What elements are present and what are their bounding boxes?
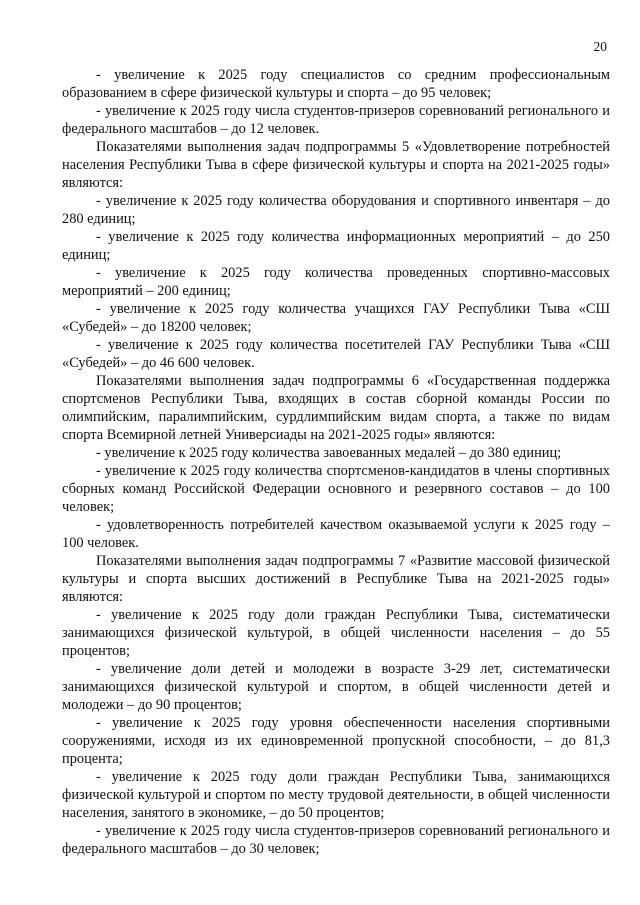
paragraph: - увеличение к 2025 году числа студентов-призеров соревнований регионального и федерального масштабов – до 12 человек. bbox=[62, 103, 610, 137]
paragraph: - увеличение к 2025 году уровня обеспеченности населения спортивными сооружениями, исходя из их единовременной пропускной способности, – до 81,3 процента; bbox=[62, 715, 610, 767]
paragraph: - увеличение к 2025 году количества завоеванных медалей – до 380 единиц; bbox=[96, 445, 562, 461]
paragraph: - увеличение к 2025 году количества посетителей ГАУ Республики Тыва «СШ «Субедей» – до 46 600 человек. bbox=[62, 337, 610, 371]
paragraph: - увеличение к 2025 году доли граждан Республики Тыва, систематически занимающихся физической культурой, в общей численности населения – до 55 процентов; bbox=[62, 607, 610, 659]
paragraph: - увеличение к 2025 году количества учащихся ГАУ Республики Тыва «СШ «Субедей» – до 18200 человек; bbox=[62, 301, 610, 335]
paragraph: - увеличение доли детей и молодежи в возрасте 3-29 лет, систематически занимающихся физической культурой и спортом, в общей численности детей и молодежи – до 90 процентов; bbox=[62, 661, 610, 713]
paragraph: - увеличение к 2025 году специалистов со средним профессиональным образованием в сфере физической культуры и спорта – до 95 человек; bbox=[62, 67, 610, 101]
paragraph: - увеличение к 2025 году количества информационных мероприятий – до 250 единиц; bbox=[62, 229, 610, 263]
page-number: 20 bbox=[593, 39, 607, 54]
paragraph: Показателями выполнения задач подпрограммы 5 «Удовлетворение потребностей населения Республики Тыва в сфере физической культуры и спорта на 2021-2025 годы» являются: bbox=[62, 139, 610, 191]
paragraph: Показателями выполнения задач подпрограммы 6 «Государственная поддержка спортсменов Республики Тыва, входящих в состав сборной команды России по олимпийским, паралимпийским, сурдлимпийским видам спорта, а также по видам спорта Всемирной летней Универсиады на 2021-2025 годы» являются: bbox=[62, 373, 610, 443]
paragraph: - увеличение к 2025 году доли граждан Республики Тыва, занимающихся физической культурой и спортом по месту трудовой деятельности, в общей численности населения, занятого в экономике, – до 50 процентов; bbox=[62, 769, 610, 821]
paragraph: - увеличение к 2025 году числа студентов-призеров соревнований регионального и федерального масштабов – до 30 человек; bbox=[62, 823, 610, 857]
paragraph: - увеличение к 2025 году количества спортсменов-кандидатов в члены спортивных сборных команд Российской Федерации основного и резервного составов – до 100 человек; bbox=[62, 463, 610, 515]
paragraph: Показателями выполнения задач подпрограммы 7 «Развитие массовой физической культуры и спорта высших достижений в Республике Тыва на 2021-2025 годы» являются: bbox=[62, 553, 610, 605]
paragraph: - увеличение к 2025 году количества проведенных спортивно-массовых мероприятий – 200 единиц; bbox=[62, 265, 610, 299]
paragraph: - удовлетворенность потребителей качеством оказываемой услуги к 2025 году – 100 человек. bbox=[62, 517, 610, 551]
paragraph: - увеличение к 2025 году количества оборудования и спортивного инвентаря – до 280 единиц; bbox=[62, 193, 610, 227]
document-body bbox=[62, 66, 610, 858]
